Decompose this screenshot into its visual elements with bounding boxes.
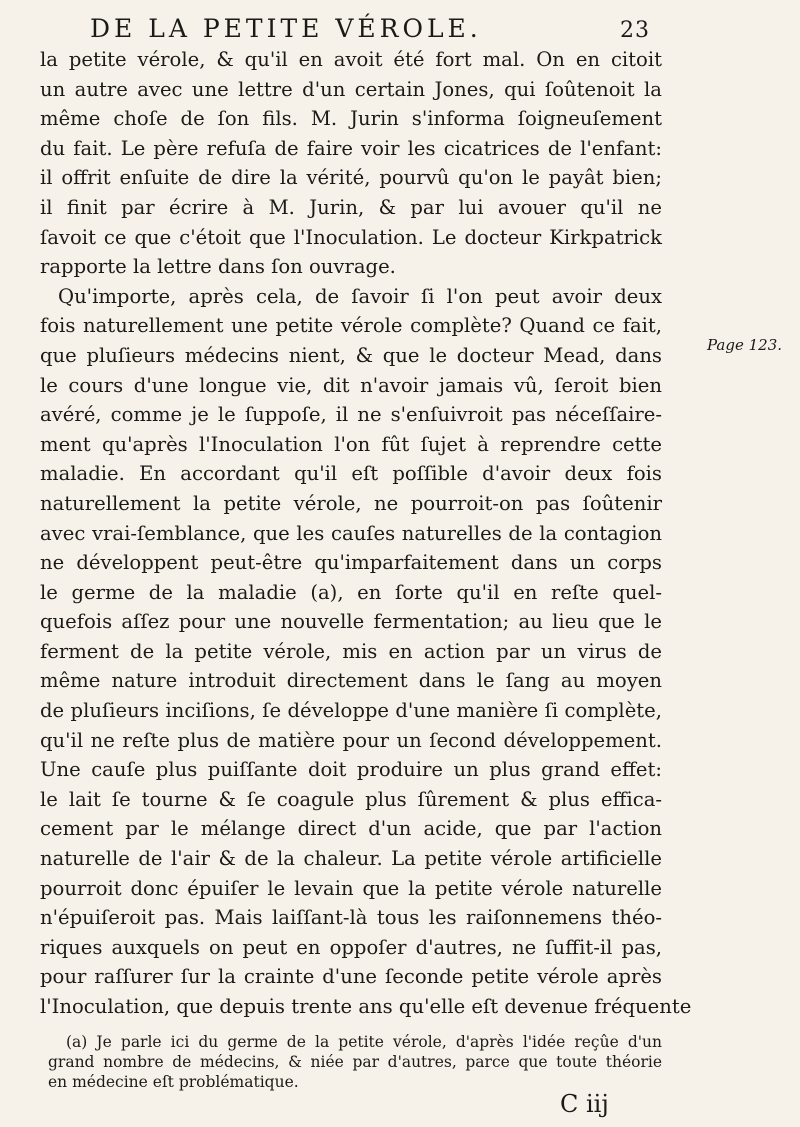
text-line: le lait ſe tourne & ſe coagule plus ſûrement & plus effica- bbox=[40, 787, 662, 811]
page-number: 23 bbox=[620, 18, 650, 43]
text-line: même nature introduit directement dans le ſang au moyen bbox=[40, 669, 662, 693]
text-line: pour raſſurer ſur la crainte d'une ſeconde petite vérole après bbox=[40, 965, 662, 989]
text-line: que pluſieurs médecins nient, & que le docteur Mead, dans bbox=[40, 343, 662, 367]
footnote bbox=[48, 1032, 662, 1092]
text-line: l'Inoculation, que depuis trente ans qu'elle eſt devenue fréquente bbox=[40, 995, 692, 1018]
text-line: de pluſieurs inciſions, ſe développe d'une manière ſi complète, bbox=[40, 699, 662, 723]
text-line: naturellement la petite vérole, ne pourroit-on pas ſoûtenir bbox=[40, 491, 662, 515]
text-line: avéré, comme je le ſuppoſe, il ne s'enſuivroit pas néceſſaire- bbox=[40, 403, 662, 427]
footnote-line: en médecine eſt problématique. bbox=[48, 1073, 299, 1091]
text-line: riques auxquels on peut en oppoſer d'autres, ne ſuffit-il pas, bbox=[40, 935, 662, 959]
text-line: ment qu'après l'Inoculation l'on fût ſujet à reprendre cette bbox=[40, 432, 662, 456]
text-line: naturelle de l'air & de la chaleur. La petite vérole artificielle bbox=[40, 847, 662, 871]
text-line: rapporte la lettre dans ſon ouvrage. bbox=[40, 255, 396, 279]
text-line: qu'il ne reſte plus de matière pour un ſecond développement. bbox=[40, 728, 662, 752]
footnote-line: grand nombre de médecins, & niée par d'autres, parce que toute théorie bbox=[48, 1053, 662, 1071]
text-line: du fait. Le père refuſa de faire voir les cicatrices de l'enfant: bbox=[40, 136, 662, 160]
text-line: un autre avec une lettre d'un certain Jones, qui ſoûtenoit la bbox=[40, 77, 662, 101]
text-line: ferment de la petite vérole, mis en action par un virus de bbox=[40, 639, 662, 663]
text-line: même choſe de ſon fils. M. Jurin s'informa ſoigneuſement bbox=[40, 107, 662, 131]
text-line: ſavoit ce que c'étoit que l'Inoculation. Le docteur Kirkpatrick bbox=[40, 225, 662, 249]
footnote-line: (a) Je parle ici du germe de la petite vérole, d'après l'idée reçûe d'un bbox=[66, 1033, 662, 1051]
text-line: maladie. En accordant qu'il eſt poſſible d'avoir deux fois bbox=[40, 462, 662, 486]
text-line: la petite vérole, & qu'il en avoit été fort mal. On en citoit bbox=[40, 48, 662, 71]
text-line: Qu'importe, après cela, de ſavoir ſi l'on peut avoir deux bbox=[58, 284, 662, 308]
text-line: il offrit enſuite de dire la vérité, pourvû qu'on le payât bien; bbox=[40, 166, 662, 190]
margin-note: Page 123. bbox=[707, 336, 783, 354]
text-line: il finit par écrire à M. Jurin, & par lui avouer qu'il ne bbox=[40, 195, 662, 219]
main-text bbox=[40, 45, 692, 1022]
text-line: ne développent peut-être qu'imparfaitement dans un corps bbox=[40, 551, 662, 575]
text-line: avec vrai-ſemblance, que les cauſes naturelles de la contagion bbox=[40, 521, 662, 545]
text-line: pourroit donc épuiſer le levain que la petite vérole naturelle bbox=[40, 876, 662, 900]
text-line: fois naturellement une petite vérole complète? Quand ce fait, bbox=[40, 314, 662, 338]
text-line: le germe de la maladie (a), en ſorte qu'il en reſte quel- bbox=[40, 580, 662, 604]
text-line: n'épuiſeroit pas. Mais laiſſant-là tous les raiſonnemens théo- bbox=[40, 906, 662, 930]
running-header bbox=[90, 14, 650, 43]
text-line: quefois aſſez pour une nouvelle fermentation; au lieu que le bbox=[40, 610, 662, 634]
signature-mark: C iij bbox=[560, 1090, 609, 1118]
running-title: DE LA PETITE VÉROLE. bbox=[90, 14, 482, 43]
text-line: cement par le mélange direct d'un acide, que par l'action bbox=[40, 817, 662, 841]
text-line: le cours d'une longue vie, dit n'avoir jamais vû, ſeroit bien bbox=[40, 373, 662, 397]
text-line: Une cauſe plus puiſſante doit produire un plus grand effet: bbox=[40, 758, 662, 782]
